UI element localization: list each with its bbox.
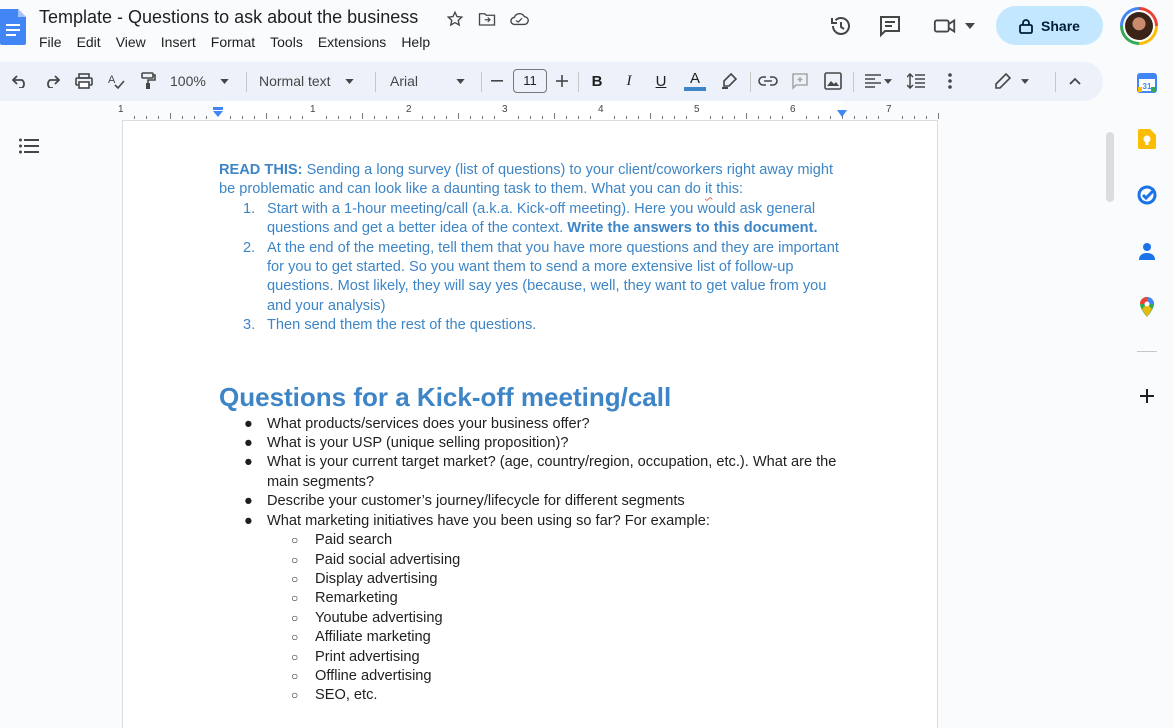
underline-icon[interactable]: U (655, 72, 667, 90)
intro-bold-label: READ THIS: (219, 162, 303, 178)
insert-image-icon[interactable] (822, 69, 844, 93)
maps-icon[interactable] (1137, 297, 1157, 317)
ruler-tick (566, 116, 567, 119)
ruler-tick (446, 116, 447, 119)
insert-link-icon[interactable] (757, 69, 779, 93)
list-item: ○ Paid social advertising (291, 551, 461, 568)
ruler-tick (194, 116, 195, 119)
ruler-tick (686, 116, 687, 119)
ruler-tick (758, 116, 759, 119)
ruler-tick (266, 113, 267, 119)
list-item: ○ Paid search (291, 532, 393, 549)
chevron-down-icon (345, 79, 354, 84)
list-item: ● What is your current target market? (age, country/region, occupation, etc.). What are the main segments? (244, 454, 837, 490)
ruler-tick (158, 116, 159, 119)
comments-icon[interactable] (877, 13, 903, 39)
menu-tools[interactable]: Tools (270, 34, 303, 50)
intro-paragraph: READ THIS: Sending a long survey (list of questions) to your client/coworkers right away might be problematic and can look like a daunting task to them. What you can do it this: (219, 162, 833, 198)
ruler-tick (734, 116, 735, 119)
ruler-tick (242, 116, 243, 119)
calendar-icon[interactable] (1137, 73, 1157, 93)
ruler-tick (386, 116, 387, 119)
list-item: ○ Offline advertising (291, 667, 432, 684)
questions-list (244, 415, 843, 531)
ruler-tick (626, 116, 627, 119)
italic-icon[interactable]: I (626, 72, 632, 89)
spellcheck-icon[interactable] (105, 69, 127, 93)
increase-font-size-icon[interactable] (553, 69, 571, 93)
list-item: ○ Remarketing (291, 590, 398, 607)
menu-extensions[interactable]: Extensions (317, 34, 387, 50)
move-folder-icon[interactable] (476, 9, 498, 29)
meet-call-button[interactable] (932, 13, 976, 39)
align-select[interactable] (860, 69, 896, 93)
ruler-tick (866, 116, 867, 119)
list-item: ● What products/services does your business offer? (244, 415, 590, 432)
ruler-label: 2 (406, 104, 412, 115)
ruler-tick (146, 116, 147, 119)
ruler-label: 7 (886, 104, 892, 115)
ruler-tick (542, 116, 543, 119)
ruler-tick (482, 116, 483, 119)
paragraph-style-value: Normal text (259, 73, 331, 89)
share-label: Share (1041, 17, 1080, 34)
video-camera-icon (933, 16, 957, 36)
ruler-label: 5 (694, 104, 700, 115)
chevron-down-icon (456, 79, 465, 84)
ruler-tick (278, 116, 279, 119)
ruler-tick (518, 116, 519, 119)
menu-format[interactable]: Format (210, 34, 256, 50)
ruler-tick (290, 116, 291, 119)
more-options-icon[interactable] (940, 69, 960, 93)
ruler-tick (530, 116, 531, 119)
version-history-icon[interactable] (828, 13, 854, 39)
heading-kickoff: Questions for a Kick-off meeting/call (219, 381, 672, 412)
list-item: 3. Then send them the rest of the questions. (243, 317, 537, 334)
font-size-input[interactable]: 11 (513, 69, 547, 93)
right-indent-marker[interactable] (836, 107, 848, 119)
spelling-error[interactable]: it (704, 181, 713, 198)
document-page[interactable] (122, 121, 938, 728)
chevron-down-icon (1021, 79, 1029, 84)
list-item: ● What is your USP (unique selling proposition)? (244, 435, 569, 452)
ruler-tick (938, 113, 939, 119)
ruler-tick (458, 113, 459, 119)
ruler-label: 1 (310, 104, 316, 115)
svg-text:A: A (108, 74, 116, 86)
highlight-color-icon[interactable] (718, 69, 740, 93)
paint-format-icon[interactable] (137, 69, 159, 93)
ruler-tick (806, 116, 807, 119)
redo-icon[interactable] (41, 69, 63, 93)
ruler-tick (254, 116, 255, 119)
ruler-tick (134, 116, 135, 119)
pencil-icon (995, 73, 1011, 89)
ruler-tick (422, 116, 423, 119)
chevron-down-icon (965, 23, 975, 29)
ruler-tick (362, 113, 363, 119)
ruler-label: 1 (118, 104, 124, 115)
ruler-tick (638, 116, 639, 119)
tasks-icon[interactable] (1137, 185, 1157, 205)
ruler-tick (326, 116, 327, 119)
ruler-tick (578, 116, 579, 119)
menu-edit[interactable]: Edit (76, 34, 101, 50)
add-addon-icon[interactable] (1137, 386, 1157, 406)
line-spacing-icon[interactable] (904, 69, 928, 93)
add-comment-icon[interactable] (789, 69, 811, 93)
svg-text:31: 31 (1142, 82, 1152, 91)
ruler-tick (914, 116, 915, 119)
bold-icon[interactable]: B (591, 72, 603, 90)
contacts-icon[interactable] (1137, 241, 1157, 261)
side-panel-divider (1137, 351, 1157, 352)
paragraph-style-select[interactable] (259, 69, 363, 93)
font-family-select[interactable] (390, 69, 470, 93)
list-item: ○ Affiliate marketing (291, 629, 431, 646)
document-body[interactable] (219, 161, 843, 706)
ruler-tick (170, 113, 171, 119)
ruler-tick (614, 116, 615, 119)
ruler-tick (182, 116, 183, 119)
left-indent-marker[interactable] (212, 107, 224, 119)
editing-mode-select[interactable] (992, 69, 1032, 93)
font-family-value: Arial (390, 73, 419, 89)
ruler-tick (350, 116, 351, 119)
zoom-value: 100% (170, 73, 206, 89)
list-item: ○ SEO, etc. (291, 687, 378, 704)
ruler[interactable] (118, 101, 938, 121)
ruler-tick (338, 116, 339, 119)
list-item: 2. At the end of the meeting, tell them that you have more questions and they are important for you to get started. So you want them to send a more extensive list of follow-up questions. Most likely, they will say yes (because, well, they want to get value from you and your analysis) (243, 239, 839, 314)
document-outline-icon[interactable] (19, 138, 39, 154)
ruler-tick (830, 116, 831, 119)
ruler-tick (878, 116, 879, 119)
steps-list (243, 200, 843, 336)
document-title[interactable]: Template - Questions to ask about the business (39, 7, 419, 27)
ruler-label: 6 (790, 104, 796, 115)
menu-help[interactable]: Help (401, 34, 431, 50)
ruler-tick (302, 116, 303, 119)
lock-icon (1019, 18, 1033, 34)
ruler-tick (206, 116, 207, 119)
share-button[interactable] (996, 6, 1103, 45)
ruler-tick (494, 116, 495, 119)
docs-logo-icon[interactable] (0, 9, 26, 45)
list-item: ○ Youtube advertising (291, 609, 443, 626)
cloud-saved-icon[interactable] (508, 9, 530, 29)
align-left-icon (865, 74, 881, 88)
ruler-tick (926, 116, 927, 119)
ruler-tick (590, 116, 591, 119)
ruler-tick (650, 113, 651, 119)
vertical-scrollbar[interactable] (1106, 132, 1114, 202)
ruler-tick (374, 116, 375, 119)
menu-bar (39, 34, 445, 50)
print-icon[interactable] (73, 69, 95, 93)
chevron-down-icon (220, 79, 229, 84)
text-color-icon[interactable]: A (683, 69, 707, 93)
menu-view[interactable]: View (115, 34, 146, 50)
toolbar (0, 62, 1103, 101)
ruler-label: 4 (598, 104, 604, 115)
ruler-tick (902, 116, 903, 119)
menu-file[interactable]: File (39, 34, 62, 50)
undo-icon[interactable] (9, 69, 31, 93)
star-icon[interactable] (444, 9, 466, 29)
ruler-tick (434, 116, 435, 119)
ruler-tick (854, 116, 855, 119)
list-item: 1. Start with a 1-hour meeting/call (a.k.a. Kick-off meeting). Here you would ask general questions and get a better idea of the context. Write the answers to this document. (243, 200, 818, 237)
list-item: ○ Display advertising (291, 570, 438, 587)
ruler-tick (818, 116, 819, 119)
list-item: ● What marketing initiatives have you been using so far? For example: (244, 512, 710, 529)
ruler-tick (398, 116, 399, 119)
menu-insert[interactable]: Insert (160, 34, 196, 50)
ruler-tick (674, 116, 675, 119)
ruler-tick (770, 116, 771, 119)
decrease-font-size-icon[interactable] (488, 69, 506, 93)
ruler-tick (662, 116, 663, 119)
ruler-tick (782, 116, 783, 119)
ruler-tick (722, 116, 723, 119)
ruler-tick (230, 116, 231, 119)
ruler-tick (710, 116, 711, 119)
ruler-tick (554, 113, 555, 119)
avatar[interactable] (1120, 7, 1158, 45)
hide-menus-icon[interactable] (1064, 69, 1086, 93)
list-item: ○ Print advertising (291, 648, 420, 665)
list-item: ● Describe your customer’s journey/lifecycle for different segments (244, 493, 685, 510)
zoom-select[interactable] (170, 69, 236, 93)
ruler-label: 3 (502, 104, 508, 115)
ruler-tick (746, 113, 747, 119)
ruler-tick (470, 116, 471, 119)
chevron-down-icon (884, 79, 892, 84)
title-bar (0, 0, 1174, 62)
examples-list (291, 531, 843, 706)
keep-icon[interactable] (1137, 129, 1157, 149)
